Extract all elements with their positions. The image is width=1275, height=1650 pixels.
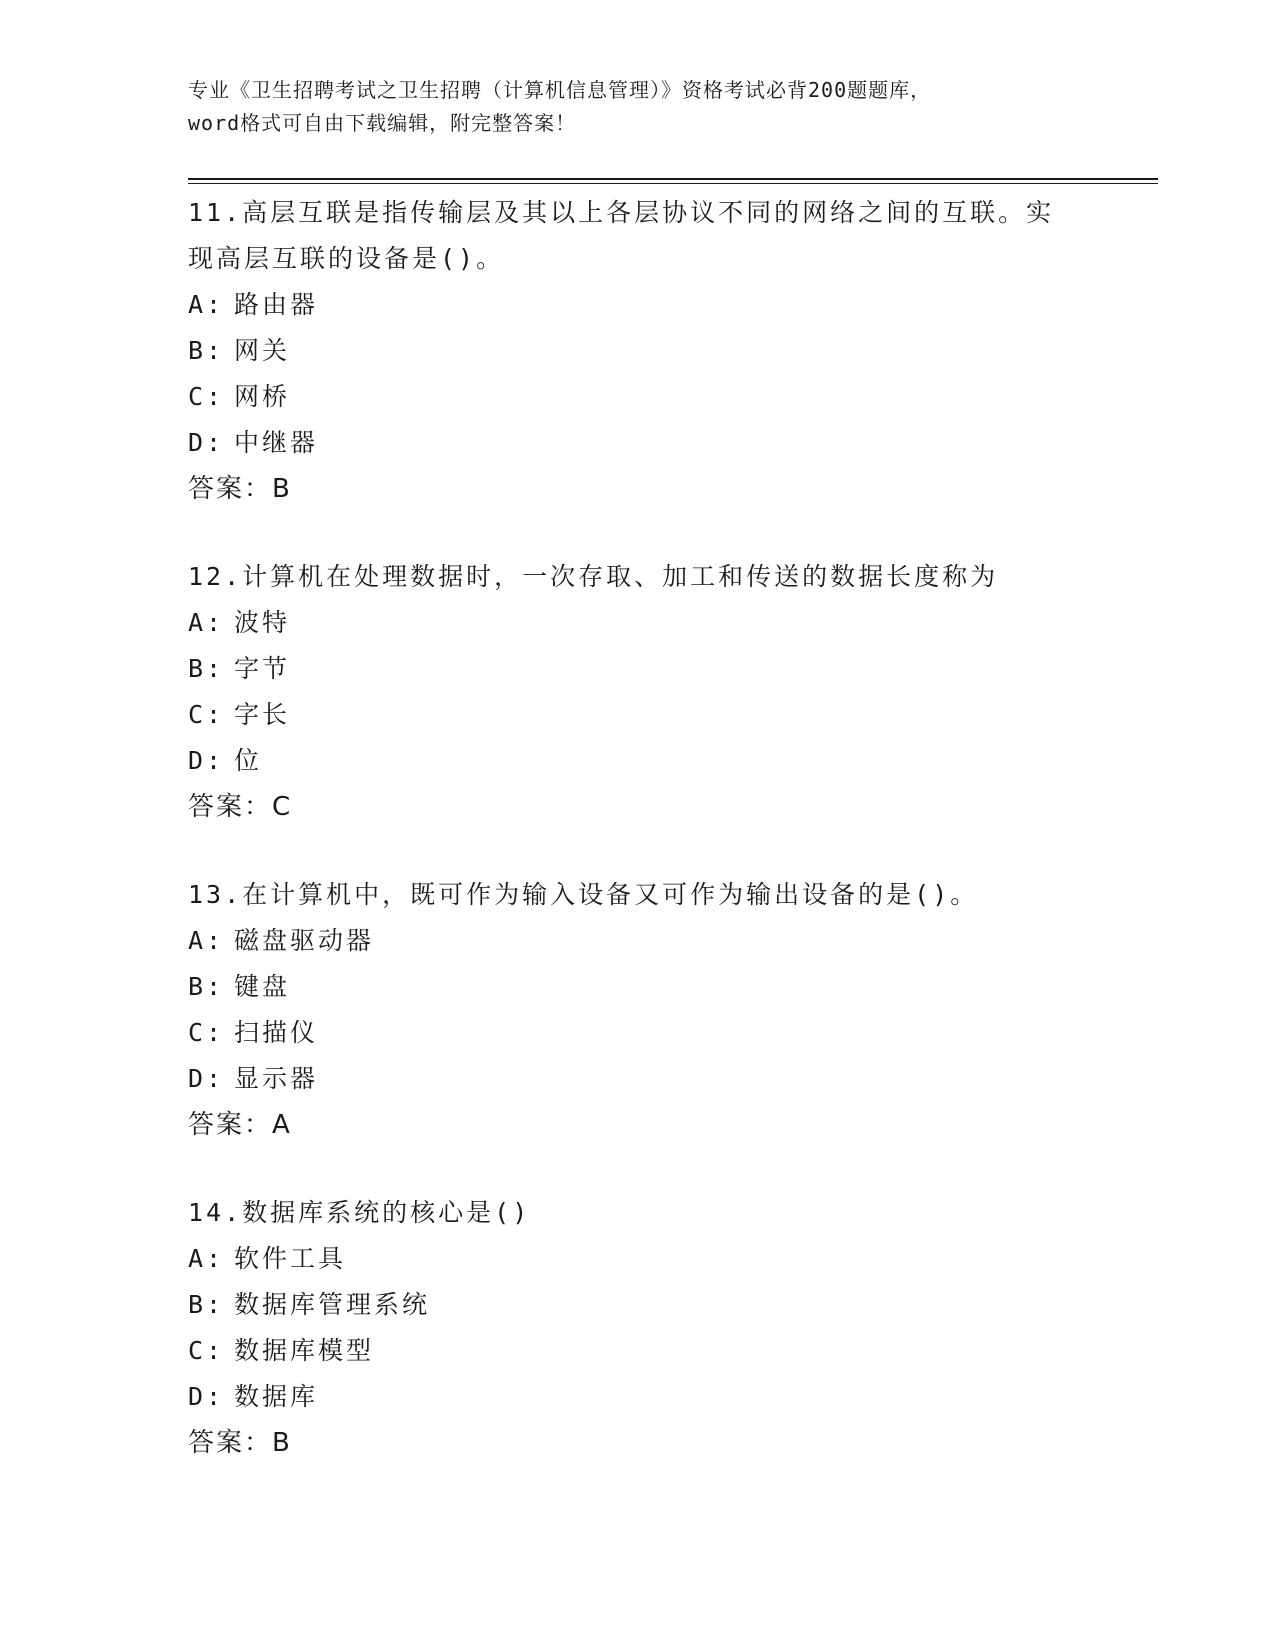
- option-d: [188, 1374, 1128, 1420]
- option-c: [188, 692, 1128, 738]
- option-text: 路由器: [234, 290, 319, 319]
- option-d: [188, 738, 1128, 784]
- option-c: [188, 1328, 1128, 1374]
- option-letter: C:: [188, 382, 225, 411]
- question-item: [188, 190, 1128, 512]
- option-letter: C:: [188, 1336, 225, 1365]
- document-header: [188, 74, 1108, 140]
- answer-line: 答案：B: [188, 1428, 292, 1458]
- option-letter: D:: [188, 746, 225, 775]
- option-b: [188, 646, 1128, 692]
- option-b: [188, 1282, 1128, 1328]
- question-stem: 12.计算机在处理数据时，一次存取、加工和传送的数据长度称为: [188, 562, 999, 591]
- option-b: [188, 328, 1128, 374]
- question-item: [188, 554, 1128, 830]
- answer-line: 答案：C: [188, 792, 293, 822]
- question-stem-continued: 现高层互联的设备是()。: [188, 244, 505, 273]
- option-letter: D:: [188, 428, 225, 457]
- option-letter: B:: [188, 654, 225, 683]
- option-text: 字节: [234, 654, 291, 683]
- option-letter: A:: [188, 926, 225, 955]
- question-stem: 11.高层互联是指传输层及其以上各层协议不同的网络之间的互联。实: [188, 198, 1055, 227]
- option-text: 网关: [234, 336, 291, 365]
- option-text: 中继器: [234, 428, 319, 457]
- answer-line: 答案：B: [188, 474, 292, 504]
- header-title-line-1: 专业《卫生招聘考试之卫生招聘（计算机信息管理）》资格考试必背200题题库，: [188, 78, 932, 102]
- question-list: [188, 190, 1128, 1508]
- option-d: [188, 420, 1128, 466]
- answer-line: 答案：A: [188, 1110, 292, 1140]
- option-c: [188, 374, 1128, 420]
- question-stem: 13.在计算机中，既可作为输入设备又可作为输出设备的是()。: [188, 880, 979, 909]
- option-a: [188, 600, 1128, 646]
- option-letter: B:: [188, 336, 225, 365]
- option-d: [188, 1056, 1128, 1102]
- option-text: 数据库: [234, 1382, 319, 1411]
- option-text: 网桥: [234, 382, 291, 411]
- option-letter: A:: [188, 1244, 225, 1273]
- option-text: 磁盘驱动器: [234, 926, 375, 955]
- option-a: [188, 282, 1128, 328]
- header-divider-thin: [188, 183, 1158, 184]
- option-letter: B:: [188, 1290, 225, 1319]
- question-item: [188, 1190, 1128, 1466]
- option-text: 数据库管理系统: [234, 1290, 431, 1319]
- option-letter: A:: [188, 290, 225, 319]
- header-divider-thick: [188, 178, 1158, 180]
- option-letter: A:: [188, 608, 225, 637]
- option-letter: C:: [188, 1018, 225, 1047]
- option-text: 显示器: [234, 1064, 319, 1093]
- option-text: 数据库模型: [234, 1336, 375, 1365]
- option-text: 位: [234, 746, 263, 775]
- option-c: [188, 1010, 1128, 1056]
- question-item: [188, 872, 1128, 1148]
- option-text: 扫描仪: [234, 1018, 319, 1047]
- option-a: [188, 918, 1128, 964]
- option-letter: D:: [188, 1064, 225, 1093]
- option-text: 键盘: [234, 972, 291, 1001]
- option-text: 字长: [234, 700, 291, 729]
- header-title-line-2: word格式可自由下载编辑，附完整答案！: [188, 111, 577, 135]
- option-letter: B:: [188, 972, 225, 1001]
- option-b: [188, 964, 1128, 1010]
- option-a: [188, 1236, 1128, 1282]
- option-text: 软件工具: [234, 1244, 347, 1273]
- option-text: 波特: [234, 608, 291, 637]
- question-stem: 14.数据库系统的核心是(): [188, 1198, 531, 1227]
- option-letter: D:: [188, 1382, 225, 1411]
- option-letter: C:: [188, 700, 225, 729]
